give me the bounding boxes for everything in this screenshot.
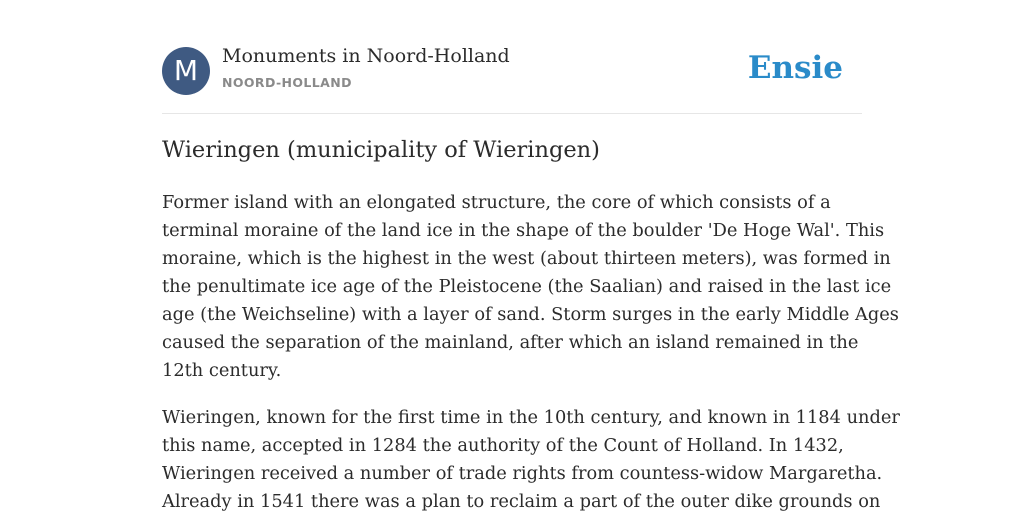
header <box>162 0 862 114</box>
paragraph-line: 12th century. <box>162 360 282 381</box>
brand-logo[interactable]: Ensie <box>747 50 843 86</box>
paragraph-line: Former island with an elongated structure, the core of which consists of a <box>162 192 831 213</box>
paragraph-1 <box>162 189 899 385</box>
paragraph-line: the penultimate ice age of the Pleistocene (the Saalian) and raised in the last ice <box>162 276 892 297</box>
paragraph-line: caused the separation of the mainland, after which an island remained in the <box>162 332 859 353</box>
article-title: Wieringen (municipality of Wieringen) <box>162 137 600 163</box>
paragraph-line: this name, accepted in 1284 the authority of the Count of Holland. In 1432, <box>162 435 844 456</box>
paragraph-line: moraine, which is the highest in the west (about thirteen meters), was formed in <box>162 248 891 269</box>
site-subtitle[interactable]: NOORD-HOLLAND <box>222 75 352 90</box>
paragraph-line: age (the Weichseline) with a layer of sand. Storm surges in the early Middle Ages <box>162 304 899 325</box>
avatar[interactable]: M <box>162 47 210 95</box>
page <box>162 0 900 512</box>
paragraph-2 <box>162 404 900 516</box>
site-title[interactable]: Monuments in Noord-Holland <box>222 45 510 67</box>
paragraph-line: terminal moraine of the land ice in the shape of the boulder 'De Hoge Wal'. This <box>162 220 885 241</box>
paragraph-line: Wieringen, known for the first time in the 10th century, and known in 1184 under <box>162 407 900 428</box>
paragraph-line: Already in 1541 there was a plan to reclaim a part of the outer dike grounds on <box>162 491 881 512</box>
paragraph-line: Wieringen received a number of trade rights from countess-widow Margaretha. <box>162 463 883 484</box>
